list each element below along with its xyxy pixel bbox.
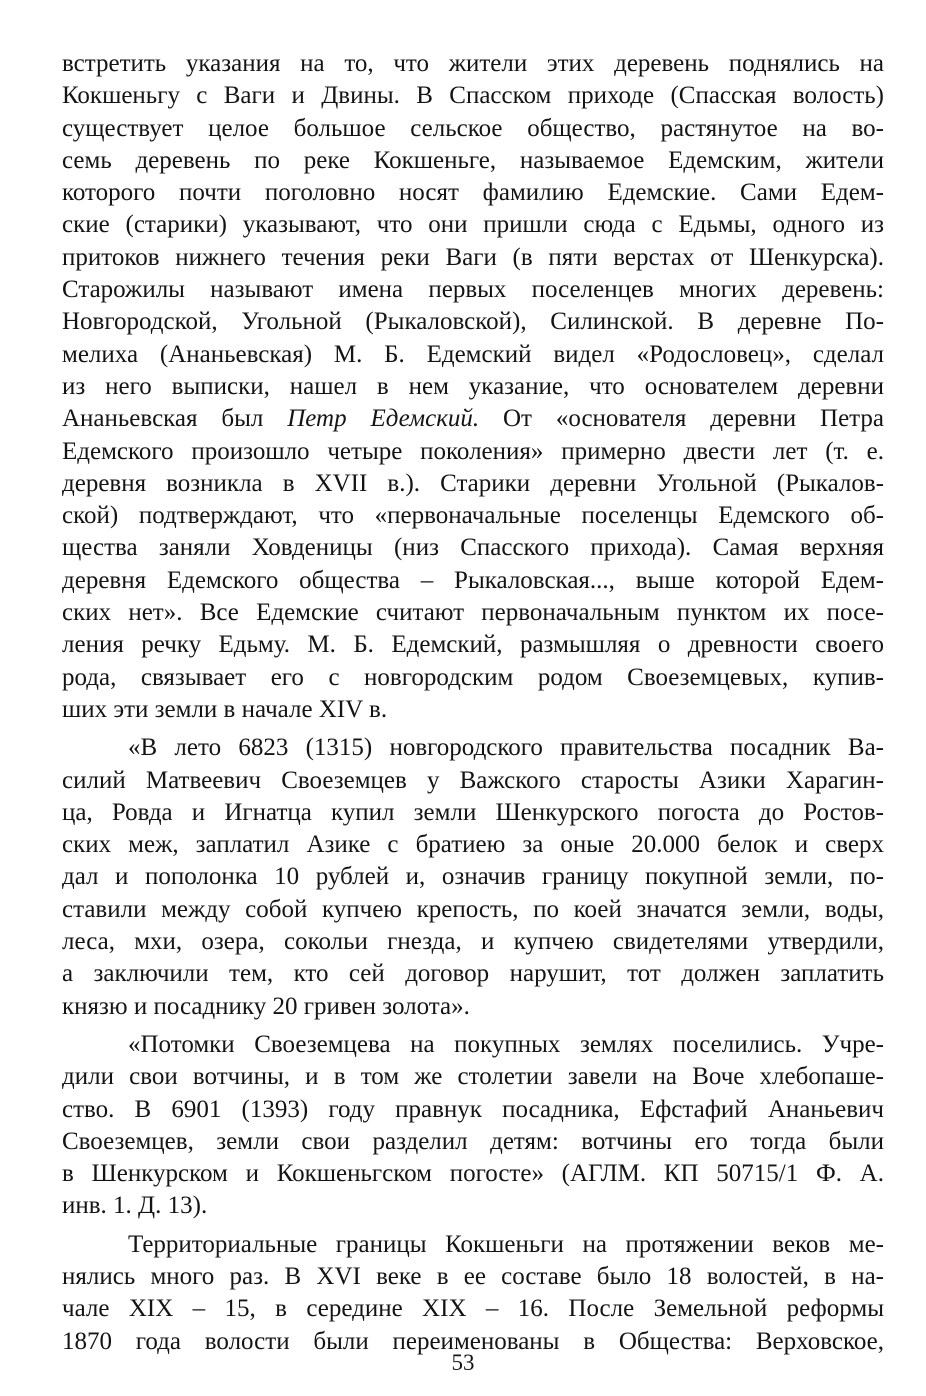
text-line: инв. 1. Д. 13).: [62, 1192, 208, 1220]
paragraph-4: [62, 1229, 884, 1358]
text-line: ших эти земли в начале XIV в.: [62, 695, 388, 723]
text-line: семь деревень по реке Кокшеньге, называемое Едемским, жители: [62, 146, 884, 174]
text-line: ца, Ровда и Игнатца купил земли Шенкурского погоста до Ростов-: [62, 798, 884, 826]
text-line: «В лето 6823 (1315) новгородского правительства посадник Ва-: [128, 734, 884, 762]
text-line: а заключили тем, кто сей договор нарушит, тот должен заплатить: [62, 960, 884, 988]
text-line: встретить указания на то, что жители этих деревень поднялись на: [62, 50, 884, 77]
text-segment: От «основателя деревни Петра: [479, 405, 884, 433]
text-line: мелиха (Ананьевская) М. Б. Едемский видел «Родословец», сделал: [62, 340, 884, 368]
text-line: чале XIX – 15, в середине XIX – 16. После Земельной реформы: [62, 1295, 884, 1323]
text-line: 1870 года волости были переименованы в Общества: Верховское,: [62, 1327, 884, 1355]
paragraph-1: [62, 48, 884, 726]
paragraph-2-quote: [62, 732, 884, 1023]
text-line: ство. В 6901 (1393) году правнук посадника, Ефстафий Ананьевич: [62, 1095, 884, 1123]
text-line: рода, связывает его с новгородским родом Своеземцевых, купив-: [62, 663, 884, 691]
text-line: из него выписки, нашел в нем указание, что основателем деревни: [62, 372, 884, 400]
text-line: деревня Едемского общества – Рыкаловская..., выше которой Едем-: [62, 566, 884, 594]
text-line: дал и пополонка 10 рублей и, означив границу покупной земли, по-: [62, 863, 884, 891]
text-line: Новгородской, Угольной (Рыкаловской), Силинской. В деревне По-: [62, 308, 884, 336]
text-line-with-italic: [62, 403, 884, 435]
page-body: [62, 48, 884, 1364]
text-line: Своеземцев, земли свои разделил детям: вотчины его тогда были: [62, 1127, 884, 1155]
text-line: нялись много раз. В XVI веке в ее составе было 18 волостей, в на-: [62, 1262, 884, 1290]
text-line: «Потомки Своеземцева на покупных землях поселились. Учре-: [128, 1030, 884, 1058]
italic-name: Петр Едемский.: [287, 405, 480, 433]
text-line: ления речку Едьму. М. Б. Едемский, размышляя о древности своего: [62, 631, 884, 659]
text-line: ские (старики) указывают, что они пришли сюда с Едьмы, одного из: [62, 211, 884, 239]
text-line: ских меж, заплатил Азике с братиею за оные 20.000 белок и сверх: [62, 831, 884, 859]
text-line: ставили между собой купчею крепость, по коей значатся земли, воды,: [62, 895, 884, 923]
text-line: притоков нижнего течения реки Ваги (в пяти верстах от Шенкурска).: [62, 243, 884, 271]
text-line: ских нет». Все Едемские считают первоначальным пунктом их посе-: [62, 599, 884, 627]
text-line: Старожилы называют имена первых поселенцев многих деревень:: [62, 276, 884, 304]
text-line: в Шенкурском и Кокшеньгском погосте» (АГЛМ. КП 50715/1 Ф. А.: [62, 1160, 884, 1188]
text-line: деревня возникла в XVII в.). Старики деревни Угольной (Рыкалов-: [62, 469, 884, 497]
text-line: князю и посаднику 20 гривен золота».: [62, 992, 470, 1020]
text-segment: Ананьевская был: [62, 405, 288, 433]
text-line: которого почти поголовно носят фамилию Едемские. Сами Едем-: [62, 179, 884, 207]
text-line: щества заняли Ховденицы (низ Спасского прихода). Самая верхняя: [62, 534, 884, 562]
paragraph-3-quote: [62, 1029, 884, 1223]
text-line: Кокшеньгу с Ваги и Двины. В Спасском приходе (Спасская волость): [62, 82, 884, 110]
text-line: Едемского произошло четыре поколения» примерно двести лет (т. е.: [62, 437, 884, 465]
text-line: дили свои вотчины, и в том же столетии завели на Воче хлебопаше-: [62, 1063, 884, 1091]
text-line: леса, мхи, озера, сокольи гнезда, и купчею свидетелями утвердили,: [62, 928, 884, 956]
text-line: Территориальные границы Кокшеньги на протяжении веков ме-: [128, 1230, 884, 1258]
page-number: 53: [451, 1350, 475, 1375]
text-line: ской) подтверждают, что «первоначальные поселенцы Едемского об-: [62, 502, 884, 530]
text-line: существует целое большое сельское общество, растянутое на во-: [62, 114, 884, 142]
text-line: силий Матвеевич Своеземцев у Важского старосты Азики Харагин-: [62, 766, 884, 794]
